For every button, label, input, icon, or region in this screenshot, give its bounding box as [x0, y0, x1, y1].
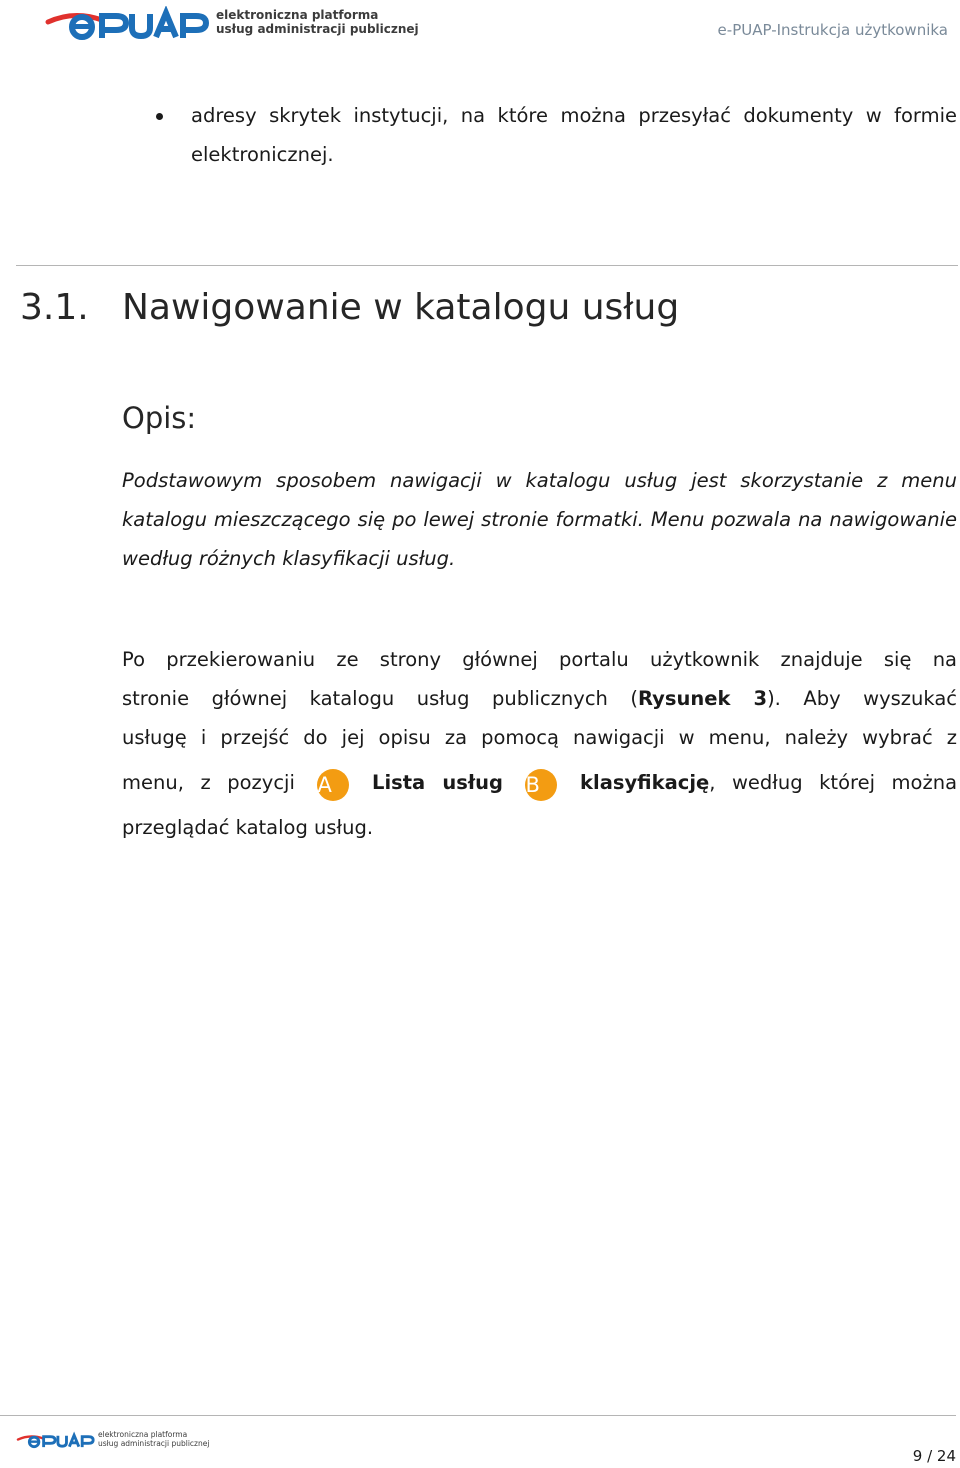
- logo-tagline: [216, 8, 419, 36]
- epuap-wordmark-icon: [44, 6, 212, 40]
- bullet-dot: [156, 113, 163, 120]
- nav-line4-after: , według której można: [709, 771, 958, 794]
- nav-line2-before: stronie głównej katalogu usług publicznych (: [122, 687, 638, 710]
- nav-paragraph-line-2: [122, 679, 957, 718]
- klasyfikacje-label: klasyfikację: [580, 771, 710, 794]
- epuap-footer-wordmark-icon: [16, 1428, 96, 1452]
- header-epuap-logo: [44, 6, 424, 40]
- marker-a-icon: A: [317, 769, 349, 801]
- section-number: 3.1.: [20, 287, 89, 328]
- marker-b-icon: B: [525, 769, 557, 801]
- nav-paragraph-line-5: przeglądać katalog usług.: [122, 816, 374, 839]
- footer-logo-tagline: [98, 1430, 209, 1448]
- nav-paragraph-line-3: usługę i przejść do jej opisu za pomocą nawigacji w menu, należy wybrać z: [122, 726, 957, 749]
- section-title: Nawigowanie w katalogu usług: [122, 287, 680, 328]
- navigation-paragraph: [122, 640, 957, 847]
- nav-paragraph-line-4: [122, 757, 957, 808]
- page-number: 9 / 24: [912, 1447, 956, 1465]
- bullet-list-item: adresy skrytek instytucji, na które można przesyłać dokumenty w formie elektronicznej.: [191, 104, 957, 166]
- figure-reference: Rysunek 3: [638, 687, 768, 710]
- nav-paragraph-line-1: Po przekierowaniu ze strony głównej portalu użytkownik znajduje się na: [122, 648, 957, 671]
- footer-divider: [0, 1415, 956, 1416]
- logo-tagline-line2: usług administracji publicznej: [216, 22, 419, 36]
- footer-tagline-line2: usług administracji publicznej: [98, 1439, 210, 1448]
- footer-tagline-line1: elektroniczna platforma: [98, 1430, 188, 1439]
- logo-tagline-line1: elektroniczna platforma: [216, 8, 379, 22]
- document-title: e-PUAP-Instrukcja użytkownika: [717, 21, 948, 39]
- section-divider: [16, 265, 958, 266]
- lista-uslug-label: Lista usług: [372, 771, 503, 794]
- footer-epuap-logo: [16, 1428, 216, 1454]
- description-paragraph: Podstawowym sposobem nawigacji w katalogu usług jest skorzystanie z menu katalogu mieszczącego się po lewej stronie formatki. Menu pozwala na nawigowanie według różnych klasyfikacji usług.: [122, 469, 957, 570]
- nav-line4-before: menu, z pozycji: [122, 771, 295, 794]
- nav-line2-after: ). Aby wyszukać: [767, 687, 957, 710]
- subheading-opis: Opis:: [122, 401, 197, 435]
